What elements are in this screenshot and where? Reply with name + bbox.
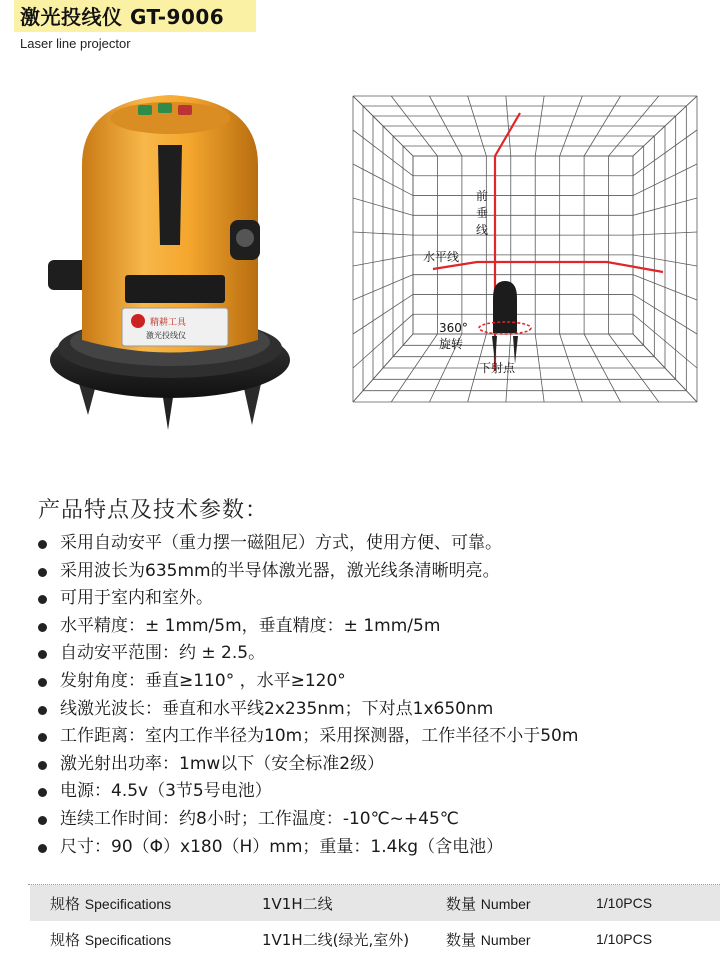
feature-item: 自动安平范围：约 ± 2.5。 (36, 640, 720, 668)
label-front-vertical-char: 垂 (476, 206, 489, 220)
badge-brand: 精耕工具 (150, 318, 187, 328)
feature-item: 尺寸：90（Φ）x180（H）mm；重量：1.4kg（含电池） (36, 834, 720, 862)
spec-label-en: Specifications (84, 895, 172, 912)
spec-label-zh: 规格 (50, 894, 81, 913)
spec-value: 1V1H二线(绿光,室外) (262, 930, 410, 949)
feature-item: 电源：4.5v（3节5号电池） (36, 778, 720, 806)
label-front-vertical-char: 前 (476, 189, 489, 203)
page-subtitle: Laser line projector (20, 36, 131, 51)
section-title: 产品特点及技术参数： (38, 498, 269, 523)
spec-label-cell (30, 921, 262, 957)
laser-level-product-image (30, 70, 300, 450)
qty-value: 1/10PCS (596, 931, 653, 947)
qty-label-cell (446, 885, 596, 921)
spec-table (30, 885, 720, 957)
feature-item: 激光射出功率：1mw以下（安全标准2级） (36, 751, 720, 779)
feature-item: 采用波长为635mm的半导体激光器，激光线条清晰明亮。 (36, 558, 720, 586)
label-horizontal: 水平线 (423, 250, 460, 264)
label-down-point: 下射点 (479, 361, 516, 375)
qty-label-cell (446, 921, 596, 957)
badge-name: 激光投线仪 (146, 331, 186, 340)
qty-value: 1/10PCS (596, 895, 653, 911)
feature-item: 可用于室内和室外。 (36, 585, 720, 613)
label-rotation-angle: 360° (439, 321, 468, 335)
table-row (30, 921, 720, 957)
label-rotation: 旋转 (439, 337, 464, 351)
label-front-vertical (476, 189, 488, 237)
qty-label-zh: 数量 (446, 894, 477, 913)
laser-device-icon (479, 281, 531, 364)
feature-item: 采用自动安平（重力摆一磁阻尼）方式，使用方便、可靠。 (36, 530, 720, 558)
qty-label-en: Number (480, 931, 531, 948)
feature-item: 工作距离：室内工作半径为10m；采用探测器，工作半径不小于50m (36, 723, 720, 751)
page-title: 激光投线仪 GT-9006 (20, 5, 225, 29)
laser-projection-diagram (345, 88, 705, 410)
spec-label-zh: 规格 (50, 930, 81, 949)
qty-label-zh: 数量 (446, 930, 477, 949)
table-row (30, 885, 720, 921)
feature-item: 连续工作时间：约8小时；工作温度：-10℃~+45℃ (36, 806, 720, 834)
spec-value: 1V1H二线 (262, 894, 333, 913)
feature-list (36, 530, 720, 861)
feature-item: 线激光波长：垂直和水平线2x235nm；下对点1x650nm (36, 696, 720, 724)
qty-label-en: Number (480, 895, 531, 912)
spec-label-cell (30, 885, 262, 921)
label-front-vertical-char: 线 (476, 223, 489, 237)
feature-item: 发射角度：垂直≥110° ，水平≥120° (36, 668, 720, 696)
feature-item: 水平精度：± 1mm/5m，垂直精度：± 1mm/5m (36, 613, 720, 641)
spec-label-en: Specifications (84, 931, 172, 948)
